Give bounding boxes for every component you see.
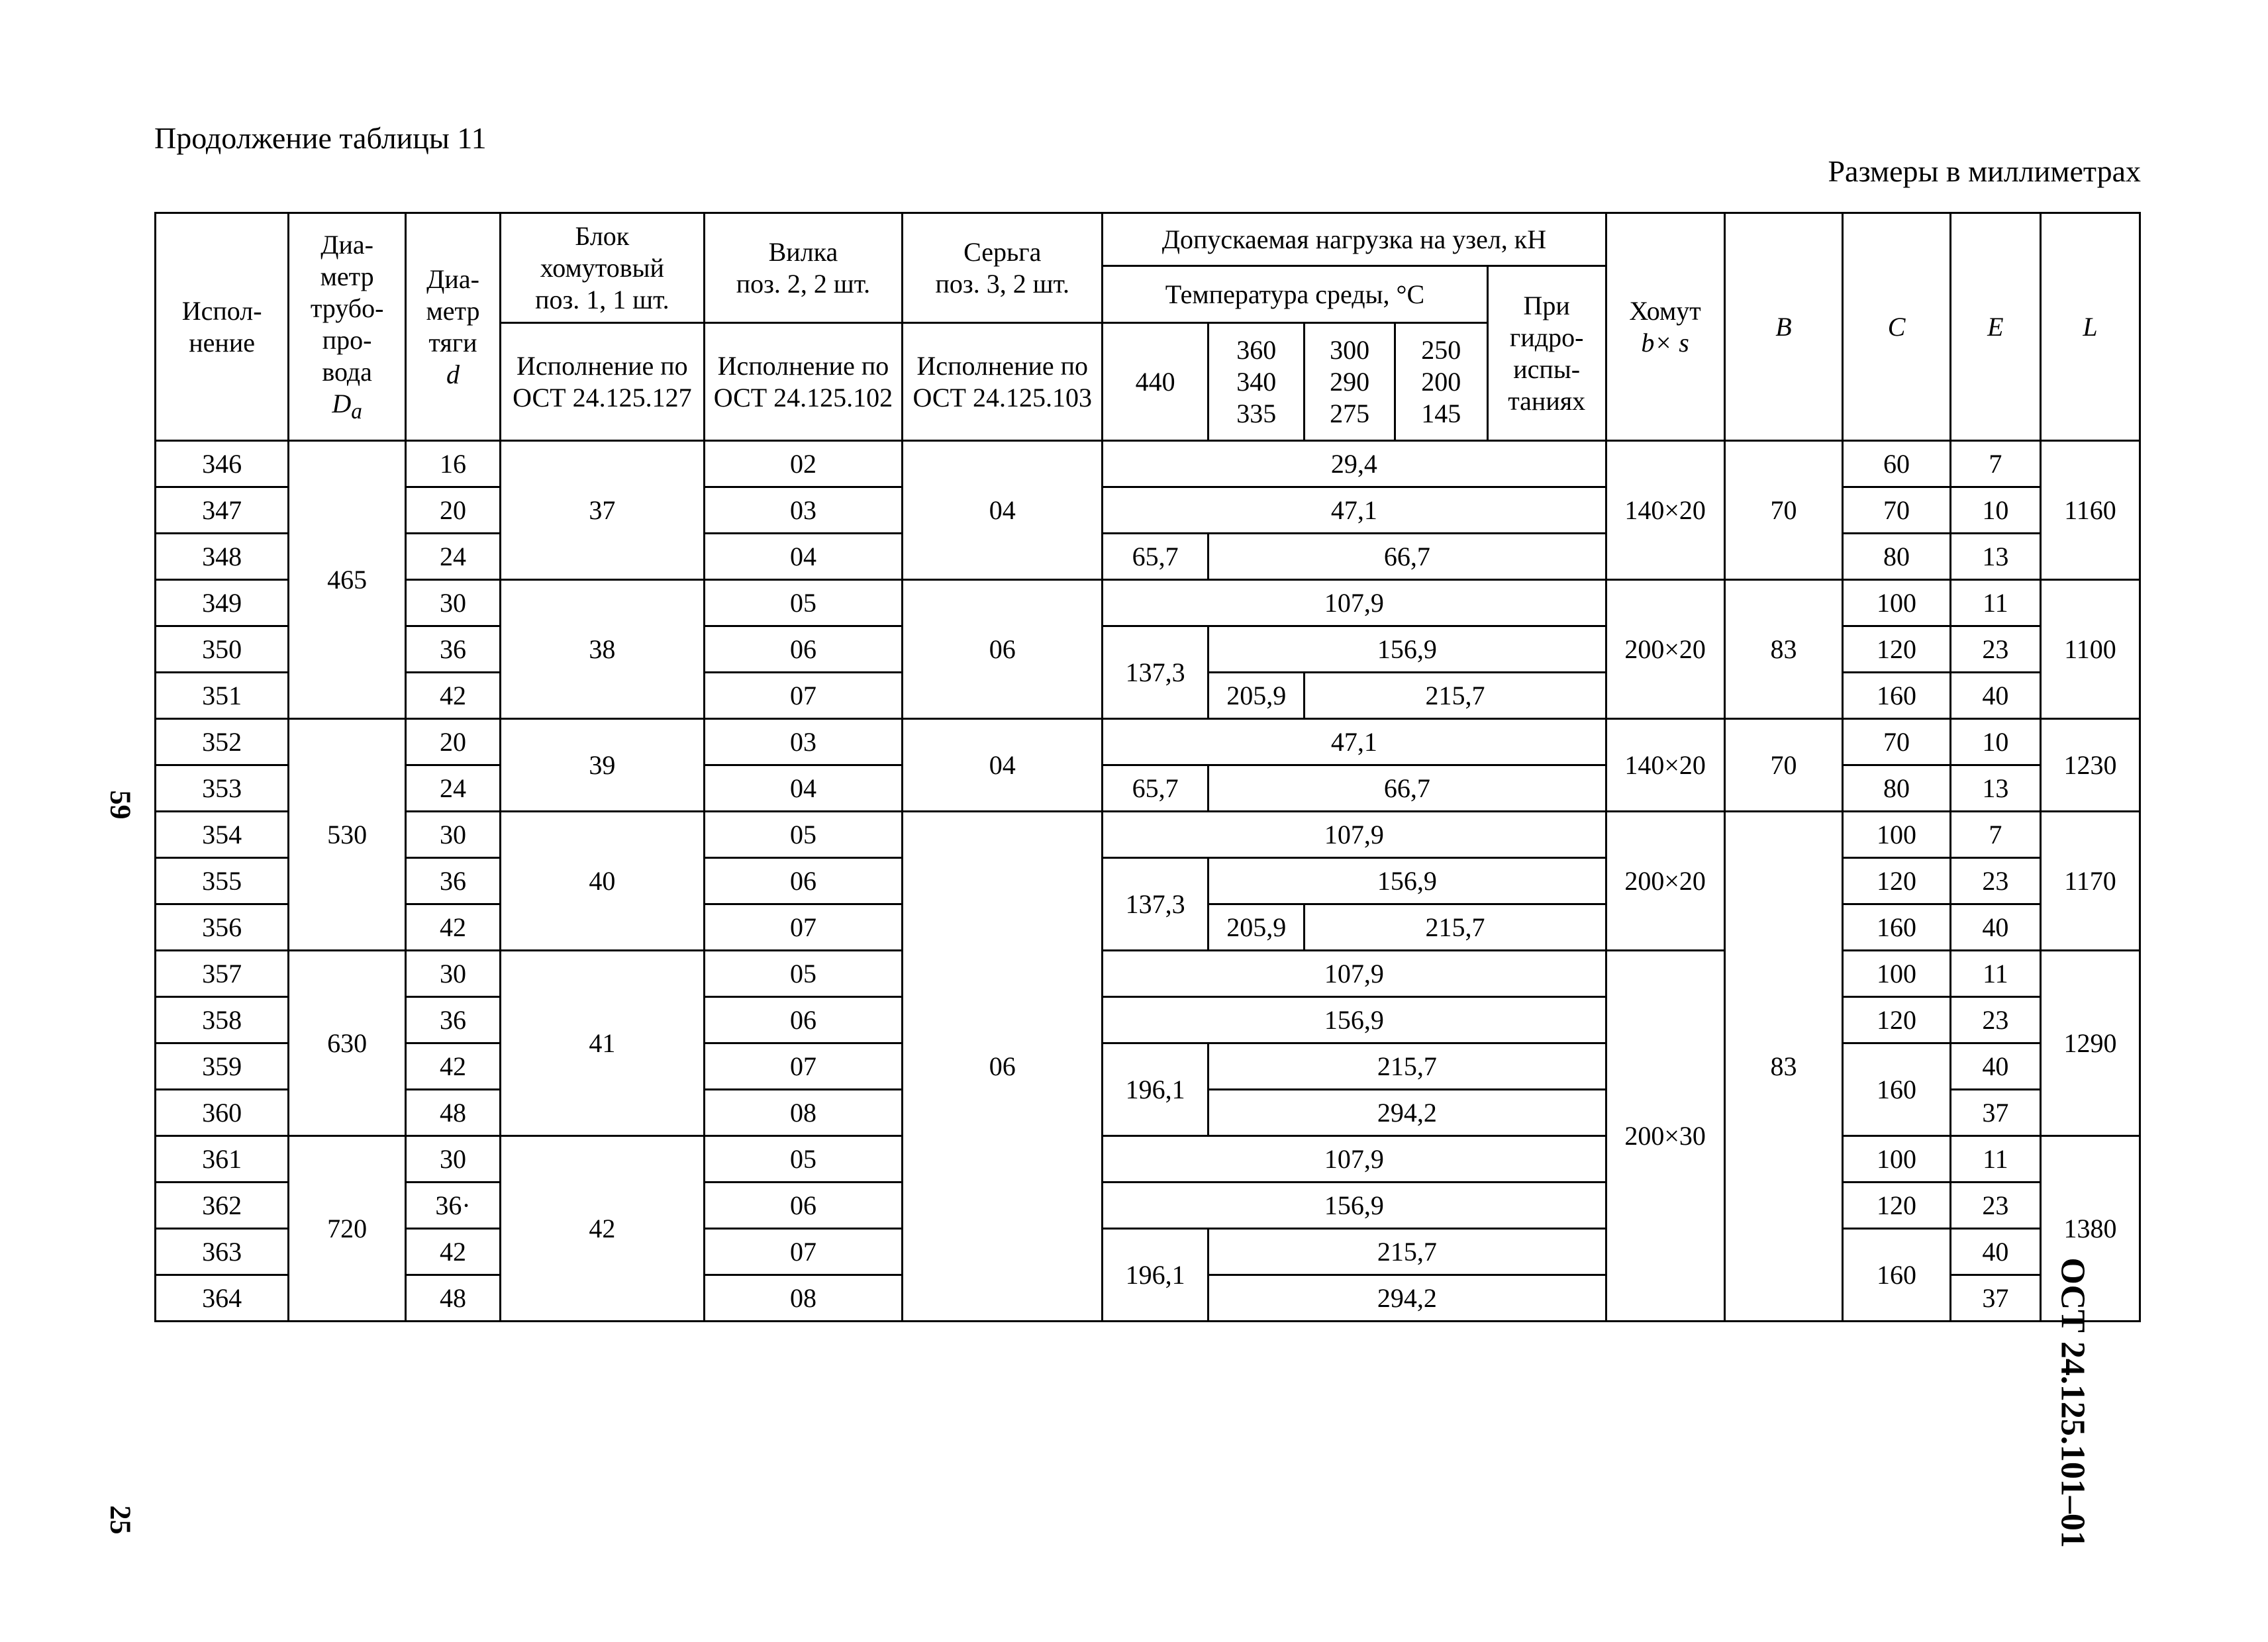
page-number-side: 59 — [104, 790, 137, 820]
cell-L: 1290 — [2041, 951, 2140, 1136]
cell-fork: 07 — [704, 904, 903, 951]
cell-B: 70 — [1724, 441, 1843, 580]
cell-ex: 346 — [156, 441, 289, 487]
cell-load: 66,7 — [1208, 765, 1606, 812]
cell-d: 36· — [405, 1183, 500, 1229]
cell-da: 530 — [289, 719, 406, 951]
units-note: Размеры в миллиметрах — [1828, 154, 2141, 188]
cell-earring: 06 — [903, 580, 1103, 719]
cell-C: 120 — [1843, 1183, 1950, 1229]
cell-d: 42 — [405, 673, 500, 719]
cell-load: 156,9 — [1103, 1183, 1606, 1229]
cell-fork: 07 — [704, 673, 903, 719]
cell-fork: 05 — [704, 951, 903, 997]
cell-d: 20 — [405, 487, 500, 534]
cell-C: 160 — [1843, 1043, 1950, 1136]
cell-B: 83 — [1724, 812, 1843, 1322]
cell-load: 215,7 — [1305, 673, 1606, 719]
cell-ex: 353 — [156, 765, 289, 812]
cell-C: 120 — [1843, 858, 1950, 904]
header-earring: Серьга поз. 3, 2 шт. — [903, 213, 1103, 323]
cell-d: 48 — [405, 1090, 500, 1136]
cell-load: 215,7 — [1208, 1043, 1606, 1090]
cell-ex: 359 — [156, 1043, 289, 1090]
cell-ex: 363 — [156, 1229, 289, 1275]
cell-block: 38 — [501, 580, 705, 719]
cell-C: 100 — [1843, 812, 1950, 858]
cell-B: 83 — [1724, 580, 1843, 719]
cell-fork: 03 — [704, 487, 903, 534]
cell-E: 13 — [1950, 765, 2040, 812]
header-block: Блок хомутовый поз. 1, 1 шт. — [501, 213, 705, 323]
cell-d: 42 — [405, 904, 500, 951]
table-row — [156, 580, 2140, 626]
header-t440: 440 — [1103, 323, 1208, 441]
table-row — [156, 719, 2140, 765]
cell-fork: 03 — [704, 719, 903, 765]
cell-fork: 02 — [704, 441, 903, 487]
cell-d: 30 — [405, 812, 500, 858]
cell-E: 37 — [1950, 1090, 2040, 1136]
cell-fork: 04 — [704, 765, 903, 812]
cell-d: 42 — [405, 1229, 500, 1275]
cell-ex: 351 — [156, 673, 289, 719]
header-t250: 250 200 145 — [1395, 323, 1487, 441]
header-E: E — [1950, 213, 2040, 441]
cell-C: 80 — [1843, 534, 1950, 580]
cell-fork: 06 — [704, 858, 903, 904]
header-fork-sub: Исполнение по ОСТ 24.125.102 — [704, 323, 903, 441]
header-t300: 300 290 275 — [1305, 323, 1395, 441]
cell-E: 23 — [1950, 626, 2040, 673]
cell-ex: 355 — [156, 858, 289, 904]
cell-earring: 06 — [903, 812, 1103, 1322]
cell-d: 30 — [405, 1136, 500, 1183]
cell-load: 66,7 — [1208, 534, 1606, 580]
cell-fork: 08 — [704, 1275, 903, 1322]
page-number-bottom: 25 — [104, 1505, 137, 1535]
cell-ex: 354 — [156, 812, 289, 858]
cell-load: 215,7 — [1305, 904, 1606, 951]
cell-C: 120 — [1843, 997, 1950, 1043]
cell-E: 37 — [1950, 1275, 2040, 1322]
header-fork: Вилка поз. 2, 2 шт. — [704, 213, 903, 323]
header-clamp: Хомут b× s — [1606, 213, 1724, 441]
cell-load: 29,4 — [1103, 441, 1606, 487]
cell-load: 47,1 — [1103, 719, 1606, 765]
cell-d: 48 — [405, 1275, 500, 1322]
header-L: L — [2041, 213, 2140, 441]
header-diam-pipe: Диа- метр трубо- про- вода $D_a$ — [289, 213, 406, 441]
cell-load: 156,9 — [1103, 997, 1606, 1043]
cell-d: 16 — [405, 441, 500, 487]
cell-ex: 348 — [156, 534, 289, 580]
cell-ex: 356 — [156, 904, 289, 951]
cell-L: 1100 — [2041, 580, 2140, 719]
cell-d: 36 — [405, 858, 500, 904]
cell-d: 20 — [405, 719, 500, 765]
table-row — [156, 812, 2140, 858]
cell-ex: 360 — [156, 1090, 289, 1136]
cell-fork: 06 — [704, 626, 903, 673]
cell-block: 42 — [501, 1136, 705, 1322]
cell-load: 205,9 — [1208, 673, 1305, 719]
cell-ex: 350 — [156, 626, 289, 673]
cell-ex: 347 — [156, 487, 289, 534]
cell-clamp: 140×20 — [1606, 719, 1724, 812]
cell-fork: 06 — [704, 997, 903, 1043]
cell-L: 1160 — [2041, 441, 2140, 580]
cell-C: 80 — [1843, 765, 1950, 812]
cell-load: 65,7 — [1103, 534, 1208, 580]
cell-load: 215,7 — [1208, 1229, 1606, 1275]
cell-load: 47,1 — [1103, 487, 1606, 534]
cell-E: 23 — [1950, 858, 2040, 904]
table-row — [156, 441, 2140, 487]
cell-E: 23 — [1950, 1183, 2040, 1229]
cell-load: 156,9 — [1208, 626, 1606, 673]
cell-da: 720 — [289, 1136, 406, 1322]
cell-C: 100 — [1843, 580, 1950, 626]
cell-E: 40 — [1950, 673, 2040, 719]
cell-ex: 361 — [156, 1136, 289, 1183]
cell-E: 7 — [1950, 812, 2040, 858]
cell-d: 36 — [405, 626, 500, 673]
cell-block: 41 — [501, 951, 705, 1136]
cell-load: 196,1 — [1103, 1229, 1208, 1322]
cell-C: 160 — [1843, 1229, 1950, 1322]
cell-C: 70 — [1843, 487, 1950, 534]
cell-C: 120 — [1843, 626, 1950, 673]
cell-E: 40 — [1950, 1043, 2040, 1090]
cell-fork: 05 — [704, 580, 903, 626]
cell-L: 1170 — [2041, 812, 2140, 951]
document-code: ОСТ 24.125.101–01 — [2053, 1257, 2092, 1548]
header-ispolnenie: Испол- нение — [156, 213, 289, 441]
cell-load: 294,2 — [1208, 1275, 1606, 1322]
cell-E: 11 — [1950, 580, 2040, 626]
header-load: Допускаемая нагрузка на узел, кН — [1103, 213, 1606, 266]
cell-d: 36 — [405, 997, 500, 1043]
cell-load: 107,9 — [1103, 1136, 1606, 1183]
cell-B: 70 — [1724, 719, 1843, 812]
cell-load: 156,9 — [1208, 858, 1606, 904]
cell-d: 42 — [405, 1043, 500, 1090]
cell-C: 100 — [1843, 951, 1950, 997]
cell-E: 40 — [1950, 904, 2040, 951]
cell-E: 7 — [1950, 441, 2040, 487]
spec-table — [154, 212, 2141, 1322]
cell-L: 1380 — [2041, 1136, 2140, 1322]
cell-block: 39 — [501, 719, 705, 812]
header-temp: Температура среды, °С — [1103, 266, 1487, 323]
cell-L: 1230 — [2041, 719, 2140, 812]
cell-fork: 05 — [704, 812, 903, 858]
header-earring-sub: Исполнение по ОСТ 24.125.103 — [903, 323, 1103, 441]
cell-d: 24 — [405, 765, 500, 812]
header-diam-rod: Диа- метр тяги d — [405, 213, 500, 441]
cell-d: 30 — [405, 951, 500, 997]
table-caption: Продолжение таблицы 11 — [154, 121, 487, 155]
cell-E: 13 — [1950, 534, 2040, 580]
cell-load: 137,3 — [1103, 858, 1208, 951]
header-C: C — [1843, 213, 1950, 441]
cell-earring: 04 — [903, 441, 1103, 580]
cell-load: 205,9 — [1208, 904, 1305, 951]
cell-clamp: 140×20 — [1606, 441, 1724, 580]
cell-E: 10 — [1950, 487, 2040, 534]
cell-earring: 04 — [903, 719, 1103, 812]
cell-C: 160 — [1843, 904, 1950, 951]
cell-fork: 04 — [704, 534, 903, 580]
cell-load: 196,1 — [1103, 1043, 1208, 1136]
cell-block: 40 — [501, 812, 705, 951]
cell-block: 37 — [501, 441, 705, 580]
cell-load: 107,9 — [1103, 580, 1606, 626]
cell-ex: 362 — [156, 1183, 289, 1229]
cell-ex: 358 — [156, 997, 289, 1043]
cell-E: 11 — [1950, 1136, 2040, 1183]
header-block-sub: Исполнение по ОСТ 24.125.127 — [501, 323, 705, 441]
cell-C: 100 — [1843, 1136, 1950, 1183]
cell-C: 160 — [1843, 673, 1950, 719]
header-t360: 360 340 335 — [1208, 323, 1305, 441]
cell-load: 107,9 — [1103, 812, 1606, 858]
cell-da: 630 — [289, 951, 406, 1136]
cell-E: 40 — [1950, 1229, 2040, 1275]
cell-d: 24 — [405, 534, 500, 580]
cell-ex: 352 — [156, 719, 289, 765]
cell-E: 11 — [1950, 951, 2040, 997]
cell-clamp: 200×20 — [1606, 812, 1724, 951]
cell-C: 60 — [1843, 441, 1950, 487]
cell-load: 65,7 — [1103, 765, 1208, 812]
cell-fork: 08 — [704, 1090, 903, 1136]
cell-E: 10 — [1950, 719, 2040, 765]
header-B: B — [1724, 213, 1843, 441]
cell-fork: 06 — [704, 1183, 903, 1229]
cell-ex: 349 — [156, 580, 289, 626]
cell-load: 294,2 — [1208, 1090, 1606, 1136]
cell-fork: 07 — [704, 1229, 903, 1275]
cell-da: 465 — [289, 441, 406, 719]
header-hydro: При гидро- испы- таниях — [1487, 266, 1606, 441]
cell-fork: 05 — [704, 1136, 903, 1183]
cell-load: 107,9 — [1103, 951, 1606, 997]
cell-E: 23 — [1950, 997, 2040, 1043]
cell-load: 137,3 — [1103, 626, 1208, 719]
cell-d: 30 — [405, 580, 500, 626]
cell-ex: 357 — [156, 951, 289, 997]
cell-fork: 07 — [704, 1043, 903, 1090]
cell-C: 70 — [1843, 719, 1950, 765]
cell-ex: 364 — [156, 1275, 289, 1322]
cell-clamp: 200×20 — [1606, 580, 1724, 719]
cell-clamp: 200×30 — [1606, 951, 1724, 1322]
